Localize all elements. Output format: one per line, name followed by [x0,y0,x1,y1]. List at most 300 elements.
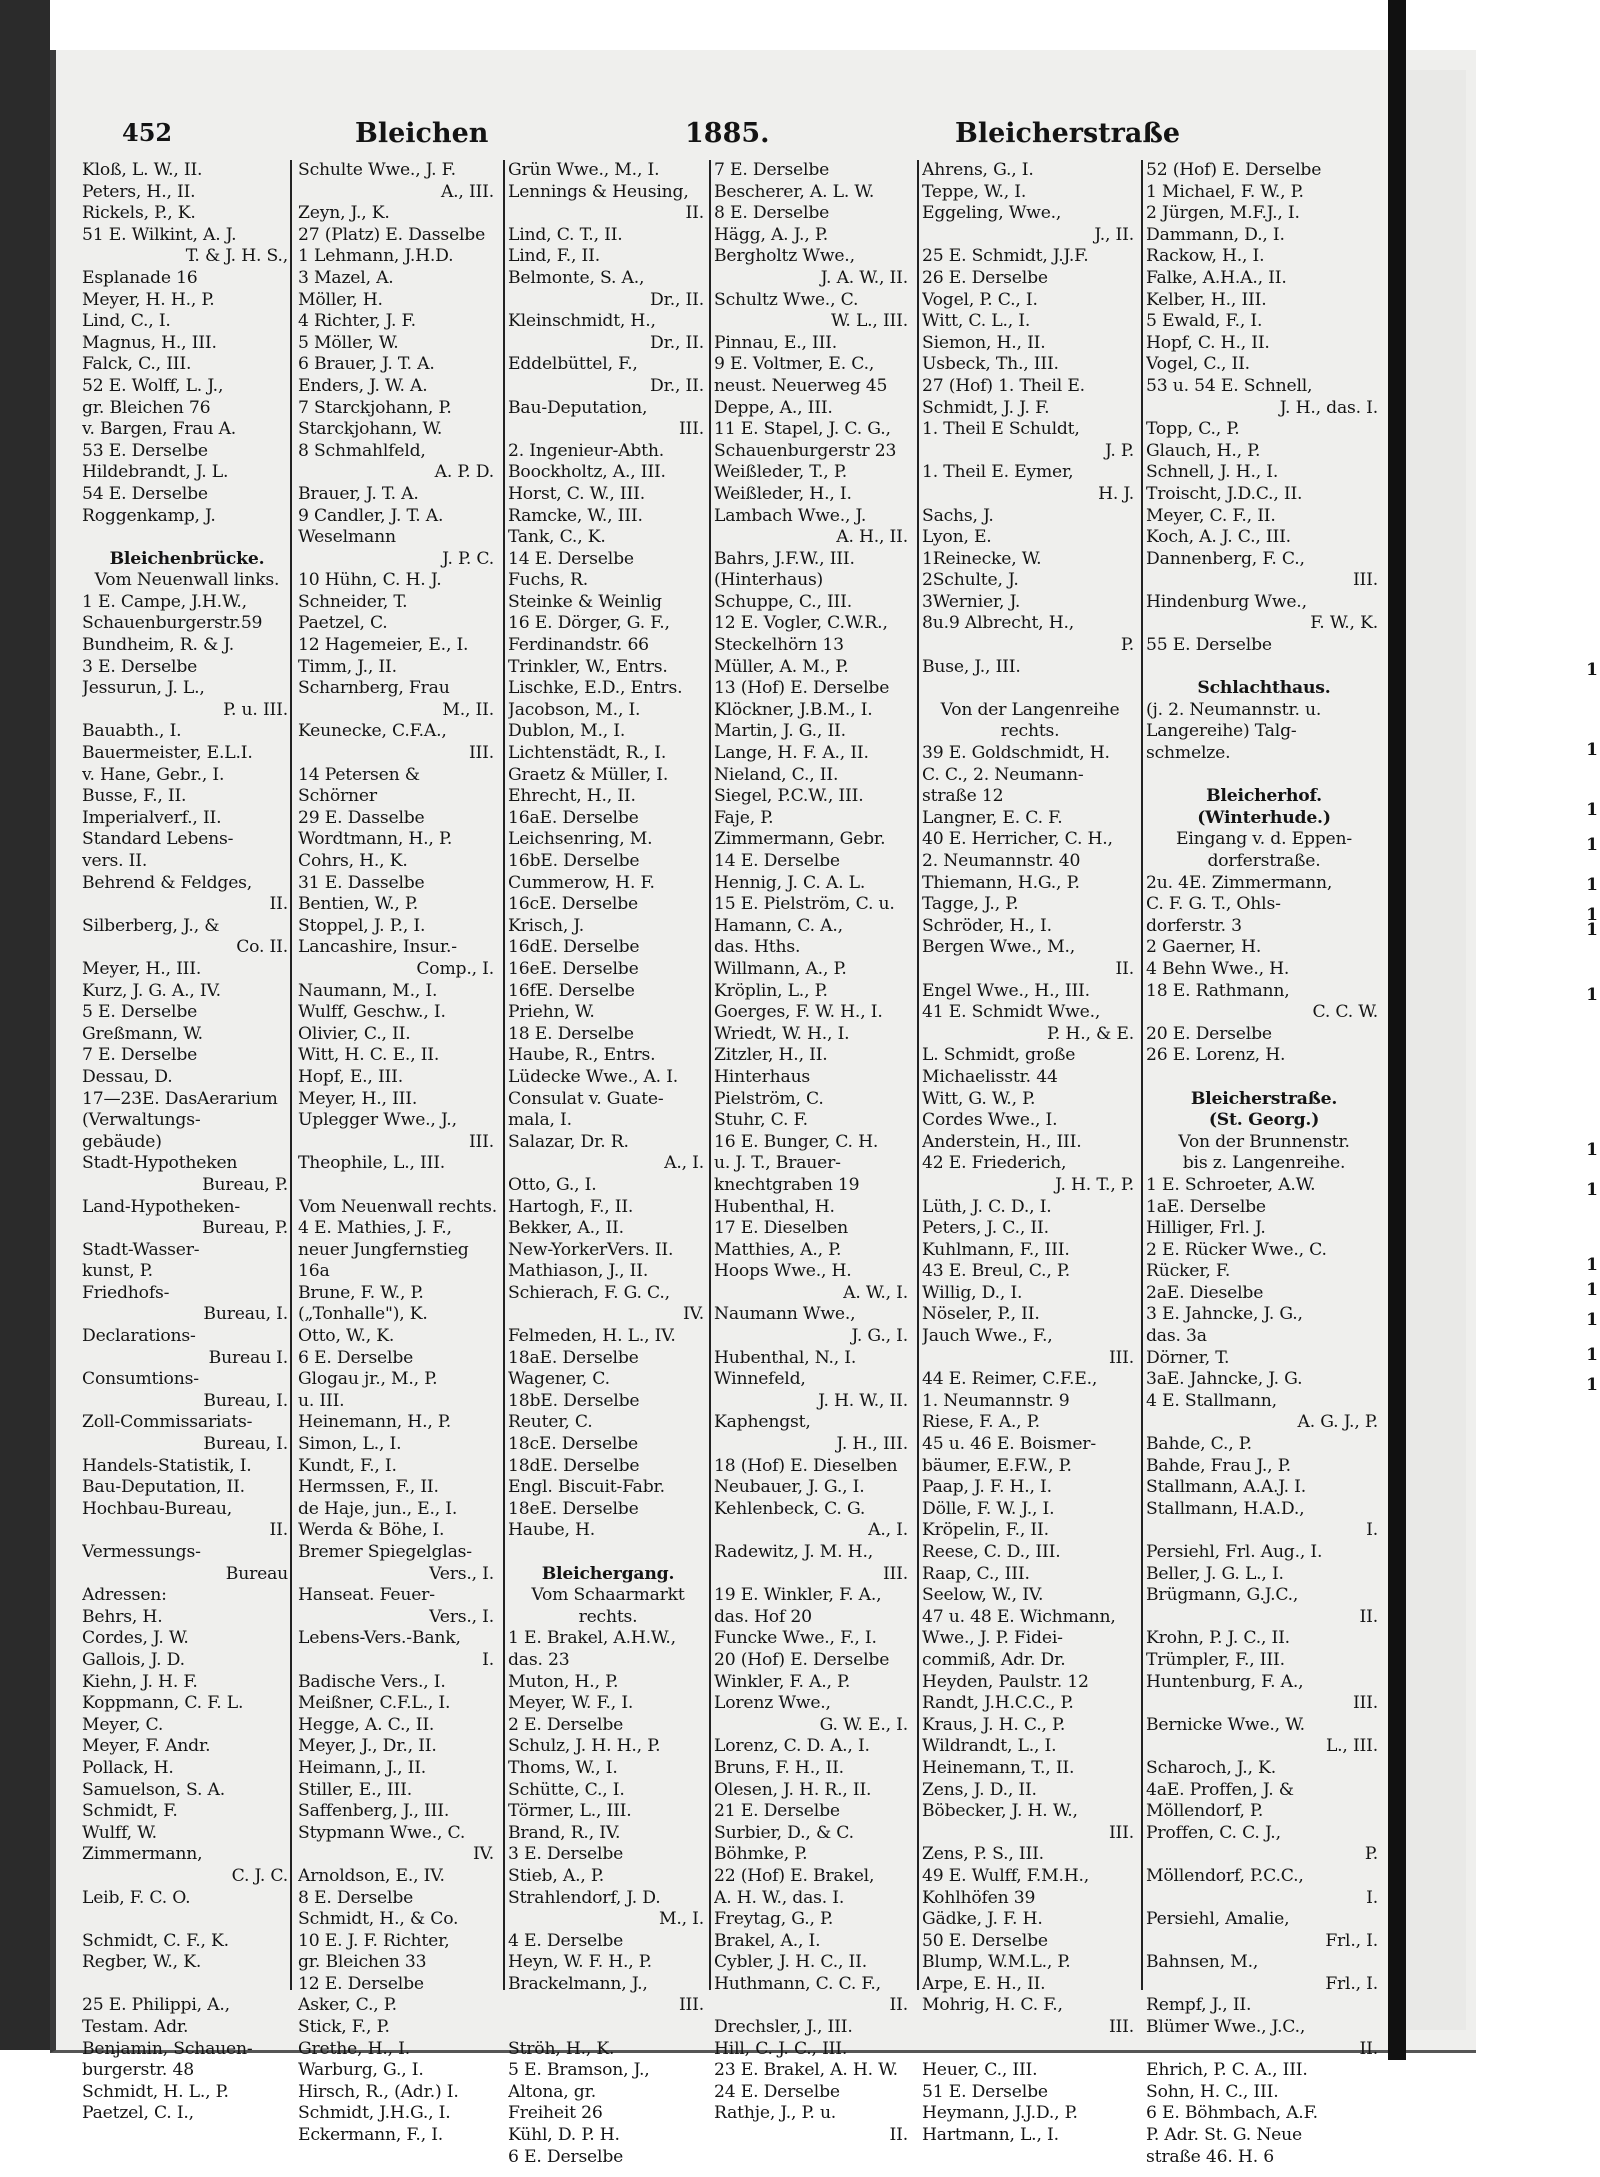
directory-entry-line: Zimmermann, Gebr. [714,829,886,850]
directory-entry-line: P. [1120,635,1134,656]
directory-entry-line: Witt, H. C. E., II. [298,1045,440,1066]
right-binding-edge [1388,0,1406,2060]
directory-entry-line: 16fE. Derselbe [508,980,635,1001]
directory-entry-line: C. J. C. [231,1865,288,1886]
directory-entry-line: Eddelbüttel, F., [508,354,638,375]
directory-entry-line: F. W., K. [1310,613,1378,634]
edge-number: 1 [1586,985,1598,1005]
directory-entry-line: Warburg, G., I. [298,2060,424,2081]
directory-entry-line: Ahrens, G., I. [922,160,1034,180]
directory-entry-line: III. [1352,1693,1378,1714]
directory-entry-line: J. G., I. [851,1326,908,1347]
directory-entry-line: 7 E. Derselbe [82,1045,198,1066]
column-divider [1141,160,1143,1990]
directory-entry-line: straße 46. H. 6 [1146,2146,1274,2167]
directory-entry-line: Lüdecke Wwe., A. I. [508,1066,679,1087]
directory-entry-line: 4 E. Stallmann, [1146,1390,1277,1411]
directory-entry-line: III. [468,743,494,764]
directory-entry-line: Jauch Wwe., F., [922,1326,1053,1347]
directory-entry-line: 39 E. Goldschmidt, H. [922,743,1110,764]
page-header [110,118,1181,158]
directory-entry-line: (Hinterhaus) [714,570,824,591]
directory-entry-line: 1aE. Derselbe [1146,1196,1266,1217]
directory-entry-line: Bau-Deputation, II. [82,1477,245,1498]
directory-entry-line: Drechsler, J., III. [714,2017,853,2038]
directory-entry-line: Radewitz, J. M. H., [714,1542,873,1562]
edge-number: 1 [1586,835,1598,855]
directory-entry-line: Engel Wwe., H., III. [922,980,1090,1001]
directory-entry-line: Rickels, P., K. [82,203,196,224]
directory-entry-line: Buse, J., III. [922,656,1021,677]
directory-entry-line: Vers., I. [429,1606,494,1627]
directory-entry-line: T. & J. H. S., [185,246,288,267]
directory-entry-line: 16aE. Derselbe [508,807,639,828]
directory-entry-line: Kohlhöfen 39 [922,1887,1036,1908]
directory-entry-line: Koppmann, C. F. L. [82,1693,244,1714]
directory-entry-line: Vom Neuenwall links. [94,570,280,591]
column-divider [709,160,711,1990]
directory-entry-line: Willmann, A., P. [714,958,847,979]
directory-entry-line: 45 u. 46 E. Boismer- [922,1434,1096,1455]
directory-entry-line: Falck, C., III. [82,354,192,375]
directory-entry-line: rechts. [578,1606,638,1627]
directory-entry-line: Schmidt, H., & Co. [298,1909,459,1930]
directory-entry-line: mala, I. [508,1110,572,1131]
directory-entry-line: Usbeck, Th., III. [922,354,1059,375]
directory-entry-line: u. III. [298,1390,345,1411]
directory-entry-line: Brakel, A., I. [714,1930,821,1951]
directory-entry-line: Heyden, Paulstr. 12 [922,1671,1089,1692]
directory-entry-line: Benjamin, Schauen- [82,2038,253,2059]
directory-entry-line: Magnus, H., III. [82,332,217,353]
directory-entry-line: G. W. E., I. [819,1714,908,1735]
directory-entry-line: Stiller, E., III. [298,1779,412,1800]
directory-entry-line: Weißleder, T., P. [714,462,847,483]
directory-entry-line: Heimann, J., II. [298,1757,427,1778]
directory-entry-line: 2Schulte, J. [922,570,1019,591]
directory-entry-line: Bahnsen, M., [1146,1952,1259,1973]
directory-entry-line: Raap, C., III. [922,1563,1030,1584]
directory-entry-line: Persiehl, Frl. Aug., I. [1146,1542,1323,1562]
directory-entry-line: Werda & Böhe, I. [298,1520,445,1541]
directory-entry-line: Schmidt, F. [82,1801,178,1822]
directory-entry-line: Hilliger, Frl. J. [1146,1218,1266,1239]
directory-entry-line: v. Hane, Gebr., I. [82,764,225,785]
directory-entry-line: Cybler, J. H. C., II. [714,1952,867,1973]
directory-entry-line: Schmidt, J.H.G., I. [298,2103,451,2124]
directory-entry-line: Dr., II. [650,289,704,310]
directory-entry-line: Simon, L., I. [298,1434,402,1455]
directory-entry-line: knechtgraben 19 [714,1174,860,1195]
directory-entry-line: Bergholtz Wwe., [714,246,855,267]
directory-entry-line: Hinterhaus [714,1066,811,1087]
directory-entry-line: Stick, F., P. [298,2017,390,2038]
directory-entry-line: 3 E. Derselbe [82,656,198,677]
directory-entry-line: Schulte Wwe., J. F. [298,160,456,180]
directory-entry-line: Bekker, A., II. [508,1218,624,1239]
column-2 [298,160,498,2147]
directory-entry-line: III. [882,1563,908,1584]
directory-entry-line: Strahlendorf, J. D. [508,1887,661,1908]
directory-entry-line: Sachs, J. [922,505,994,526]
column-divider [503,160,505,1990]
directory-entry-line: Bureau, I. [203,1304,288,1325]
directory-entry-line: 26 E. Lorenz, H. [1146,1045,1286,1066]
directory-entry-line: Consumtions- [82,1369,199,1390]
directory-entry-line: Schauenburgerstr.59 [82,613,263,634]
directory-entry-line: 3Wernier, J. [922,591,1021,612]
directory-entry-line: Starckjohann, W. [298,419,443,440]
directory-entry-line: Dörner, T. [1146,1347,1230,1368]
directory-entry-line: Lambach Wwe., J. [714,505,867,526]
directory-entry-line: Trümpler, F., III. [1146,1649,1285,1670]
directory-entry-line: 14 E. Derselbe [714,851,840,871]
directory-entry-line: Neubauer, J. G., I. [714,1477,865,1498]
directory-entry-line: 6 Brauer, J. T. A. [298,354,435,375]
directory-entry-line: Von der Brunnenstr. [1178,1131,1350,1152]
directory-entry-line: Salazar, Dr. R. [508,1131,629,1152]
directory-entry-line: Reuter, C. [508,1412,593,1433]
directory-entry-line: Belmonte, S. A., [508,267,645,288]
directory-entry-line: Muton, H., P. [508,1671,619,1692]
directory-entry-line: neust. Neuerweg 45 [714,375,888,396]
directory-entry-line: 6 E. Böhmbach, A.F. [1146,2103,1318,2124]
directory-entry-line: Vom Neuenwall rechts. [299,1196,497,1217]
directory-entry-line: Kraus, J. H. C., P. [922,1714,1066,1735]
left-running-title: Bleichen [355,118,489,149]
edge-number: 1 [1586,800,1598,820]
directory-entry-line: Gädke, J. F. H. [922,1909,1043,1930]
directory-entry-line: vers. II. [82,851,148,871]
directory-entry-line: Hartmann, L., I. [922,2125,1059,2146]
directory-entry-line: III. [678,1995,704,2016]
directory-entry-line: 15 E. Pielström, C. u. [714,894,895,915]
directory-entry-line: Kloß, L. W., II. [82,160,203,180]
directory-entry-line: 16eE. Derselbe [508,958,639,979]
directory-entry-line: Hubenthal, N., I. [714,1347,857,1368]
directory-entry-line: Dr., II. [650,332,704,353]
directory-entry-line: Blump, W.M.L., P. [922,1952,1071,1973]
directory-entry-line: Anderstein, H., III. [922,1131,1082,1152]
directory-entry-line [1146,1067,1382,1089]
directory-entry-line: Brügmann, G.J.C., [1146,1585,1299,1606]
directory-entry-line: 12 E. Vogler, C.W.R., [714,613,888,634]
directory-entry-line: v. Bargen, Frau A. [82,419,237,440]
directory-entry-line: Pielström, C. [714,1088,824,1109]
directory-entry-line: Schultz Wwe., C. [714,289,859,310]
directory-entry-line: Koch, A. J. C., III. [1146,527,1291,548]
directory-entry-line: 18aE. Derselbe [508,1347,639,1368]
directory-entry-line: Randt, J.H.C.C., P. [922,1693,1074,1714]
next-page-edge [1406,70,1466,2030]
directory-entry-line: Leichsenring, M. [508,829,653,850]
directory-entry-line: Goerges, F. W. H., I. [714,1002,883,1023]
directory-entry-line: Hubenthal, H. [714,1196,835,1217]
directory-entry-line: Stoppel, J. P., I. [298,915,426,936]
directory-entry-line: Bureau, P. [202,1174,288,1195]
directory-entry-line: Rathje, J., P. u. [714,2103,837,2124]
directory-entry-line: Wordtmann, H., P. [298,829,453,850]
directory-entry-line: J. P. C. [442,548,494,569]
directory-entry-line: Hegge, A. C., II. [298,1714,435,1735]
directory-entry-line: Friedhofs- [82,1282,170,1303]
directory-entry-line: 3 E. Derselbe [508,1844,624,1865]
directory-entry-line: Schröder, H., I. [922,915,1052,936]
directory-entry-line: 18bE. Derselbe [508,1390,640,1411]
directory-entry-line: II. [685,203,704,224]
edge-number: 1 [1586,660,1598,680]
directory-entry-line: 54 E. Derselbe [82,483,208,504]
directory-entry-line: 21 E. Derselbe [714,1801,840,1822]
directory-entry-line: 2 Jürgen, M.F.J., I. [1146,203,1300,224]
directory-entry-line: 1 Lehmann, J.H.D. [298,246,454,267]
directory-entry-line: Steckelhörn 13 [714,635,844,656]
directory-entry-line: Möllendorf, P. [1146,1801,1264,1822]
directory-entry-line: (j. 2. Neumannstr. u. [1146,699,1322,720]
directory-entry-line: Meyer, F. Andr. [82,1736,211,1757]
directory-entry-line: Bundheim, R. & J. [82,635,234,656]
directory-entry-line: Felmeden, H. L., IV. [508,1326,676,1347]
directory-entry-line: 41 E. Schmidt Wwe., [922,1002,1101,1023]
directory-entry-line: schmelze. [1146,743,1231,764]
directory-entry-line: Riese, F. A., P. [922,1412,1040,1433]
directory-entry-line: 31 E. Dasselbe [298,872,425,893]
directory-entry-line: Imperialverf., II. [82,807,222,828]
directory-entry-line: Cummerow, H. F. [508,872,655,893]
directory-entry-line: Samuelson, S. A. [82,1779,225,1800]
directory-entry-line: Kundt, F., I. [298,1455,397,1476]
edge-number: 1 [1586,875,1598,895]
directory-entry-line: Kaphengst, [714,1412,811,1433]
directory-entry-line: H. J. [1098,483,1134,504]
directory-entry-line: 53 u. 54 E. Schnell, [1146,375,1313,396]
directory-entry-line: 1. Neumannstr. 9 [922,1390,1070,1411]
directory-entry-line: Arpe, E. H., II. [922,1973,1046,1994]
directory-entry-line: bis z. Langenreihe. [1182,1153,1346,1174]
directory-entry-line: Bauermeister, E.L.I. [82,743,253,764]
directory-entry-line [508,1542,708,1564]
directory-entry-line: Falke, A.H.A., II. [1146,267,1287,288]
edge-number: 1 [1586,1180,1598,1200]
directory-entry-line: Witt, C. L., I. [922,311,1031,332]
directory-entry-line: Schmidt, C. F., K. [82,1930,229,1951]
facing-page-edge-numbers [1578,0,1600,2177]
directory-entry-line: Dublon, M., I. [508,721,626,742]
directory-entry-line: dorferstraße. [1207,851,1321,871]
directory-entry-line: Lind, C. T., II. [508,224,623,245]
directory-entry-line: Freiheit 26 [508,2103,603,2124]
directory-entry-line: gebäude) [82,1131,162,1152]
directory-entry-line: 16a [298,1261,330,1282]
directory-entry-line: Mohrig, H. C. F., [922,1995,1063,2016]
directory-entry-line: Scharoch, J., K. [1146,1757,1276,1778]
directory-entry-line: dorferstr. 3 [1146,915,1242,936]
directory-entry-line: Willig, D., I. [922,1282,1023,1303]
directory-entry-line: Hägg, A. J., P. [714,224,828,245]
directory-entry-line: Böbecker, J. H. W., [922,1801,1078,1822]
directory-entry-line: 1 Michael, F. W., P. [1146,181,1304,202]
directory-entry-line: Langner, E. C. F. [922,807,1063,828]
directory-entry-line: Lebens-Vers.-Bank, [298,1628,461,1649]
directory-entry-line: 8 E. Derselbe [298,1887,414,1908]
directory-entry-line: Stallmann, A.A.J. I. [1146,1477,1307,1498]
directory-entry-line: III. [1352,570,1378,591]
directory-entry-line: 55 E. Derselbe [1146,635,1272,656]
directory-entry-line: L. Schmidt, große [922,1045,1076,1066]
directory-entry-line: Hopf, E., III. [298,1066,403,1087]
right-running-title: Bleicherstraße [955,118,1181,149]
directory-entry-line: Bauabth., I. [82,721,182,742]
directory-entry-line: Eingang v. d. Eppen- [1175,829,1353,850]
directory-entry-line: 18cE. Derselbe [508,1434,639,1455]
directory-entry-line: 25 E. Schmidt, J.J.F. [922,246,1089,267]
directory-entry-line: Bahde, C., P. [1146,1434,1252,1455]
directory-entry-line: Hermssen, F., II. [298,1477,439,1498]
directory-entry-line: Reese, C. D., III. [922,1542,1061,1562]
directory-entry-line: 16bE. Derselbe [508,851,640,871]
directory-entry-line: 1. Theil E Schuldt, [922,419,1080,440]
directory-entry-line: 1. Theil E. Eymer, [922,462,1074,483]
directory-entry-line: Stieb, A., P. [508,1865,605,1886]
directory-entry-line: Zoll-Commissariats- [82,1412,253,1433]
directory-entry-line: Dölle, F. W. J., I. [922,1498,1055,1519]
directory-entry-line: Badische Vers., I. [298,1671,446,1692]
directory-entry-line: Faje, P. [714,807,774,828]
directory-entry-line: Cordes Wwe., I. [922,1110,1058,1131]
directory-entry-line: A., I. [664,1153,704,1174]
directory-entry-line: Schmidt, H. L., P. [82,2081,229,2102]
directory-entry-line: P. u. III. [223,699,288,720]
directory-entry-line: Matthies, A., P. [714,1239,842,1260]
directory-entry-line: Grün Wwe., M., I. [508,160,660,180]
directory-entry-line: II. [889,1995,908,2016]
directory-entry-line: Eggeling, Wwe., [922,203,1062,224]
directory-entry-line: 29 E. Dasselbe [298,807,425,828]
directory-entry-line: Lennings & Heusing, [508,181,689,202]
directory-entry-line: 17 E. Dieselben [714,1218,848,1239]
directory-entry-line: 17—23E. DasAerarium [82,1088,278,1109]
directory-entry-line: 18 E. Rathmann, [1146,980,1290,1001]
directory-entry-line: Schauenburgerstr 23 [714,440,897,461]
directory-entry-line: 24 E. Derselbe [714,2081,840,2102]
directory-entry-line: Kühl, D. P. H. [508,2125,620,2146]
directory-entry-line: Brune, F. W., P. [298,1282,424,1303]
directory-entry-line: Bureau, I. [203,1434,288,1455]
directory-entry-line: Zimmermann, [82,1844,203,1865]
directory-entry-line: Pinnau, E., III. [714,332,838,353]
directory-entry-line: Greßmann, W. [82,1023,203,1044]
directory-entry-line: 7 E. Derselbe [714,160,830,180]
directory-entry-line: Lyon, E. [922,527,992,548]
directory-entry-line: 1 E. Schroeter, A.W. [1146,1174,1316,1195]
directory-entry-line: Heinemann, T., II. [922,1757,1075,1778]
directory-entry-line: Wagener, C. [508,1369,610,1390]
directory-entry-line: 42 E. Friederich, [922,1153,1067,1174]
directory-entry-line: Olivier, C., II. [298,1023,411,1044]
directory-entry-line: 7 Starckjohann, P. [298,397,452,418]
directory-entry-line: 25 E. Philippi, A., [82,1995,230,2016]
directory-entry-line: Schuppe, C., III. [714,591,853,612]
directory-entry-line: Glauch, H., P. [1146,440,1261,461]
directory-entry-line: Blümer Wwe., J.C., [1146,2017,1306,2038]
directory-entry-line: P. [1364,1844,1378,1865]
directory-entry-line: Bentien, W., P. [298,894,419,915]
directory-entry-line: Meyer, C. F., II. [1146,505,1276,526]
directory-entry-line: Törmer, L., III. [508,1801,632,1822]
directory-entry-line: Vogel, P. C., I. [922,289,1038,310]
directory-entry-line: Ehrich, P. C. A., III. [1146,2060,1308,2081]
directory-entry-line: Tank, C., K. [508,527,606,548]
directory-entry-line: J. H., das. I. [1279,397,1378,418]
directory-entry-line: Seelow, W., IV. [922,1585,1044,1606]
directory-entry-line: Frl., I. [1325,1930,1378,1951]
directory-entry-line: Lichtenstädt, R., I. [508,743,667,764]
directory-entry-line: Brauer, J. T. A. [298,483,419,504]
directory-entry-line: Uplegger Wwe., J., [298,1110,457,1131]
directory-entry-line: Paetzel, C. [298,613,388,634]
directory-entry-line: Timm, J., II. [298,656,397,677]
directory-entry-line [508,2017,708,2039]
directory-entry-line: commiß, Adr. Dr. [922,1649,1066,1670]
directory-entry-line: Martin, J. G., II. [714,721,846,742]
directory-entry-line: Lorenz, C. D. A., I. [714,1736,870,1757]
directory-entry-line: Winkler, F. A., P. [714,1671,851,1692]
directory-entry-line: gr. Bleichen 76 [82,397,211,418]
directory-entry-line: Bescherer, A. L. W. [714,181,875,202]
directory-entry-line: A. W., I. [843,1282,908,1303]
directory-entry-line: I. [482,1649,494,1670]
directory-entry-line: Heuer, C., III. [922,2060,1038,2081]
directory-entry-line [922,678,1138,700]
directory-entry-line: Mathiason, J., II. [508,1261,649,1282]
directory-entry-line: Vom Schaarmarkt [531,1585,685,1606]
directory-entry-line: 2u. 4E. Zimmermann, [1146,872,1333,893]
directory-entry-line: Stuhr, C. F. [714,1110,808,1131]
directory-entry-line: Naumann Wwe., [714,1304,856,1325]
directory-entry-line: A., I. [868,1520,908,1541]
directory-entry-line: Comp., I. [416,958,494,979]
directory-entry-line: Hoops Wwe., H. [714,1261,852,1282]
directory-entry-line: Bau-Deputation, [508,397,648,418]
directory-entry-line: Jacobson, M., I. [508,699,641,720]
directory-entry-line: Weißleder, H., I. [714,483,852,504]
directory-entry-line: Enders, J. W. A. [298,375,428,396]
directory-entry-line: Dr., II. [650,375,704,396]
directory-entry-line: 5 Möller, W. [298,332,399,353]
directory-entry-line: Hamann, C. A., [714,915,843,936]
directory-entry-line: 8 E. Derselbe [714,203,830,224]
directory-entry-line: A. H., II. [836,527,908,548]
section-heading: (St. Georg.) [1208,1110,1320,1131]
directory-entry-line: kunst, P. [82,1261,153,1282]
directory-entry-line: Lind, F., II. [508,246,600,267]
directory-entry-line: Beller, J. G. L., I. [1146,1563,1284,1584]
directory-entry-line: III. [1108,1347,1134,1368]
directory-entry-line: Consulat v. Guate- [508,1088,664,1109]
directory-entry-line: 18 (Hof) E. Dieselben [714,1455,898,1476]
directory-entry-line: Möllendorf, P.C.C., [1146,1865,1304,1886]
column-3 [508,160,708,2168]
directory-entry-line: 4aE. Proffen, J. & [1146,1779,1294,1800]
directory-entry-line: Schmidt, J. J. F. [922,397,1050,418]
directory-entry-line: 6 E. Derselbe [508,2146,624,2167]
directory-entry-line: 4 E. Derselbe [508,1930,624,1951]
directory-entry-line: J. H. T., P. [1055,1174,1134,1195]
directory-entry-line: 10 Hühn, C. H. J. [298,570,442,591]
directory-entry-line: Vers., I. [429,1563,494,1584]
directory-entry-line: IV. [472,1844,494,1865]
directory-entry-line: Saffenberg, J., III. [298,1801,450,1822]
